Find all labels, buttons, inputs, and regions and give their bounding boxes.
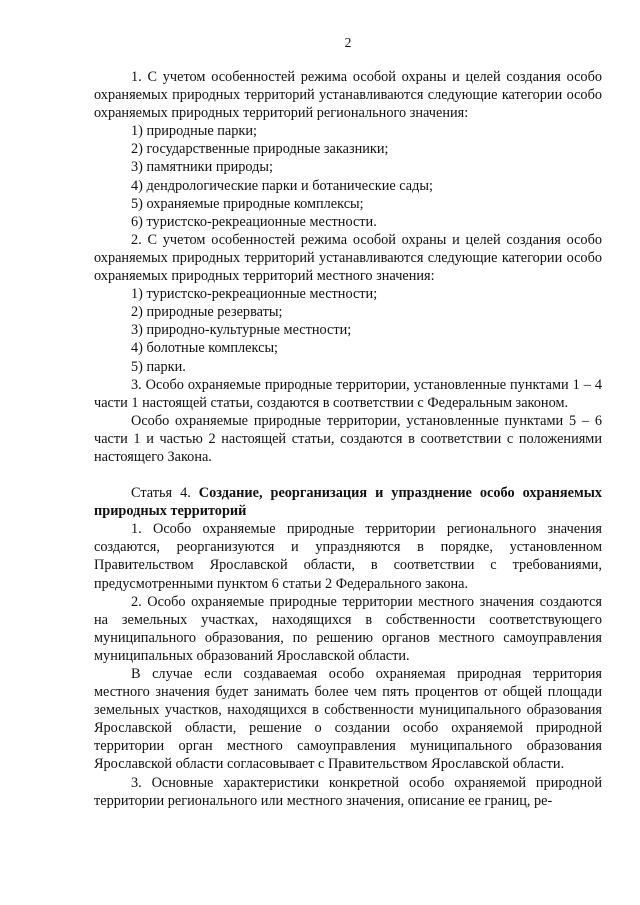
- article-paragraph: В случае если создаваемая особо охраняемая природная территория местного значения будет занимать более чем пять процентов от общей площади земельных участков, находящихся в собственности муниципального образования Ярославской области, решение о создании особо охраняемой природной территории орган местного самоуправления муниципального образования Ярославской области согласовывает с Правительством Ярославской области.: [94, 666, 602, 773]
- section-1-item: 5) охраняемые природные комплексы;: [131, 195, 364, 212]
- article-paragraph: 3. Основные характеристики конкретной особо охраняемой природной территории регионального или местного значения, описание ее границ, ре-: [94, 774, 602, 809]
- section-1-item: 3) памятники природы;: [131, 159, 274, 176]
- article-4: [94, 484, 602, 810]
- section-2-intro: 2. С учетом особенностей режима особой охраны и целей создания особо охраняемых природных территорий устанавливаются следующие категории особо охраняемых природных территорий местного значения:: [94, 231, 602, 285]
- section-3-paragraph: 3. Особо охраняемые природные территории, установленные пунктами 1 – 4 части 1 настоящей статьи, создаются в соответствии с Федеральным законом.: [94, 376, 602, 411]
- section-2-item: 1) туристско-рекреационные местности;: [131, 286, 378, 303]
- section-1-item: 1) природные парки;: [131, 123, 257, 140]
- section-2: [94, 231, 602, 376]
- section-2-item: 3) природно-культурные местности;: [131, 322, 352, 339]
- section-1-item: 4) дендрологические парки и ботанические сады;: [131, 177, 434, 194]
- article-title: Создание, реорганизация и упразднение особо охраняемых природных территорий: [94, 485, 603, 520]
- section-2-item: 2) природные резерваты;: [131, 304, 283, 321]
- section-1: [94, 68, 602, 231]
- article-paragraph: 2. Особо охраняемые природные территории местного значения создаются на земельных участках, находящихся в собственности соответствующего муниципального образования, по решению органов местного самоуправления муниципальных образований Ярославской области.: [94, 593, 602, 664]
- section-1-item: 2) государственные природные заказники;: [131, 141, 389, 158]
- section-1-item: 6) туристско-рекреационные местности.: [131, 213, 377, 230]
- spacer: [94, 466, 602, 484]
- article-label: Статья 4.: [131, 485, 191, 502]
- section-3: [94, 376, 602, 466]
- page-number: 2: [344, 35, 352, 50]
- article-paragraph: 1. Особо охраняемые природные территории регионального значения создаются, реорганизуются и упраздняются в порядке, установленном Правительством Ярославской области, в соответствии с требованиями, предусмотренными пунктом 6 статьи 2 Федерального закона.: [94, 521, 602, 592]
- section-2-item: 5) парки.: [131, 358, 186, 375]
- section-1-intro: 1. С учетом особенностей режима особой охраны и целей создания особо охраняемых природных территорий устанавливаются следующие категории особо охраняемых природных территорий регионального значения:: [94, 69, 602, 122]
- article-heading: [94, 484, 602, 520]
- section-2-item: 4) болотные комплексы;: [131, 340, 279, 357]
- section-3-paragraph: Особо охраняемые природные территории, установленные пунктами 5 – 6 части 1 и частью 2 настоящей статьи, создаются в соответствии с положениями настоящего Закона.: [94, 412, 602, 465]
